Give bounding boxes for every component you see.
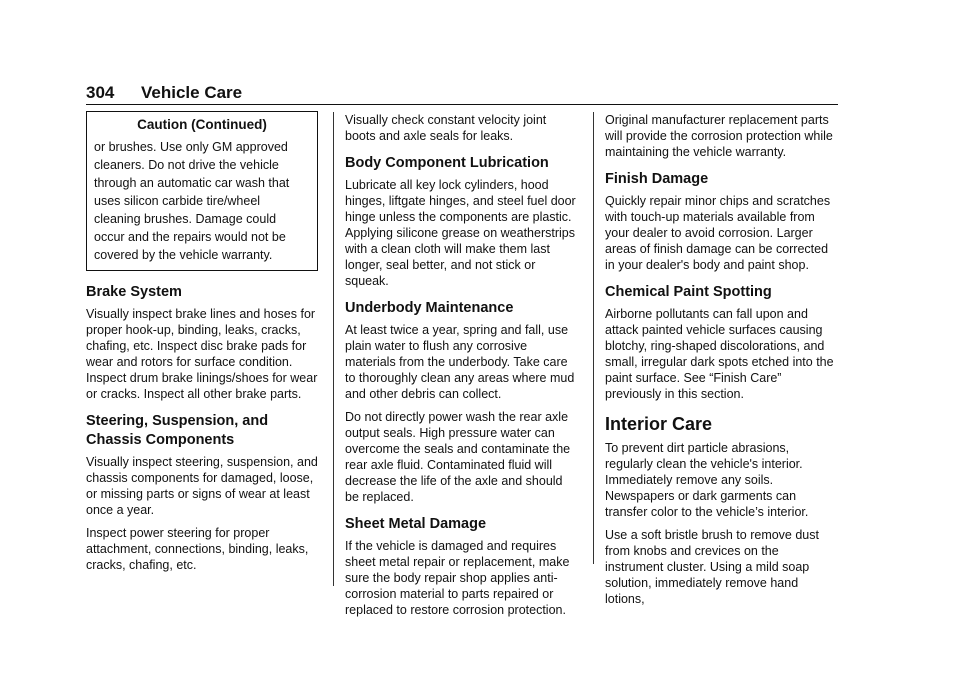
interior-care-heading: Interior Care: [605, 414, 713, 434]
underbody-text-1: At least twice a year, spring and fall, use plain water to flush any corrosive materials from the underbody. Take care to thoroughly clean any areas where mud and other debris can collect.: [345, 323, 575, 401]
brake-system-heading: Brake System: [86, 284, 182, 300]
finish-damage-text: Quickly repair minor chips and scratches with touch-up materials available from your dealer to avoid corrosion. Larger areas of finish damage can be corrected in your dealer's body and paint shop.: [605, 194, 831, 272]
brake-system-text: Visually inspect brake lines and hoses for proper hook-up, binding, leaks, cracks, chafing, etc. Inspect disc brake pads for wear and rotors for surface condition. Inspect drum brake linings/shoes for wear or cracks. Inspect all other brake parts.: [86, 307, 318, 401]
paint-spotting-text: Airborne pollutants can fall upon and attack painted vehicle surfaces causing blotchy, ring-shaped discolorations, and small, irregular dark spots etched into the paint surface. See “Finish Care” previously in this section.: [605, 307, 834, 401]
interior-care-text-2: Use a soft bristle brush to remove dust from knobs and crevices on the instrument cluster. Using a mild soap solution, immediately remove hand lotions,: [605, 528, 819, 606]
interior-care-text-1: To prevent dirt particle abrasions, regularly clean the vehicle's interior. Immediately remove any soils. Newspapers or dark garments can transfer color to the vehicle’s interior.: [605, 441, 809, 519]
column-divider-2: [593, 112, 594, 564]
caution-box: [86, 111, 318, 271]
finish-damage-heading: Finish Damage: [605, 171, 709, 187]
page-number: 304: [86, 83, 115, 102]
steering-text-1: Visually inspect steering, suspension, and chassis components for damaged, loose, or missing parts or signs of wear at least once a year.: [86, 455, 318, 517]
lubrication-text: Lubricate all key lock cylinders, hood hinges, liftgate hinges, and steel fuel door hinge unless the components are plastic. Applying silicone grease on weatherstrips with a clean cloth will make them last longer, seal better, and not stick or squeak.: [345, 178, 576, 288]
replacement-parts-text: Original manufacturer replacement parts will provide the corrosion protection while maintaining the vehicle warranty.: [605, 113, 833, 159]
column-2: [345, 112, 577, 625]
caution-title: Caution (Continued): [137, 117, 267, 132]
running-head: Vehicle Care: [141, 83, 243, 102]
lubrication-heading: Body Component Lubrication: [345, 155, 549, 171]
paint-spotting-heading: Chemical Paint Spotting: [605, 284, 772, 300]
header-rule: [86, 104, 838, 105]
steering-text-2: Inspect power steering for proper attachment, connections, binding, leaks, cracks, chafing, etc.: [86, 526, 309, 572]
cv-joint-text: Visually check constant velocity joint boots and axle seals for leaks.: [345, 113, 547, 143]
underbody-text-2: Do not directly power wash the rear axle output seals. High pressure water can overcome the seals and contaminate the rear axle fluid. Contaminated fluid will decrease the life of the axle and should be replaced.: [345, 410, 571, 504]
column-1: [86, 111, 318, 580]
sheet-metal-heading: Sheet Metal Damage: [345, 516, 487, 532]
column-3: [605, 112, 837, 614]
underbody-heading: Underbody Maintenance: [345, 300, 514, 316]
column-divider-1: [333, 112, 334, 586]
sheet-metal-text: If the vehicle is damaged and requires sheet metal repair or replacement, make sure the body repair shop applies anti-corrosion material to parts repaired or replaced to restore corrosion protection.: [345, 539, 570, 617]
caution-text: or brushes. Use only GM approved cleaners. Do not drive the vehicle through an automatic car wash that uses silicon carbide tire/wheel cleaning brushes. Damage could occur and the repairs would not be covered by the vehicle warranty.: [94, 140, 290, 262]
steering-heading: Steering, Suspension, and Chassis Components: [86, 413, 269, 448]
